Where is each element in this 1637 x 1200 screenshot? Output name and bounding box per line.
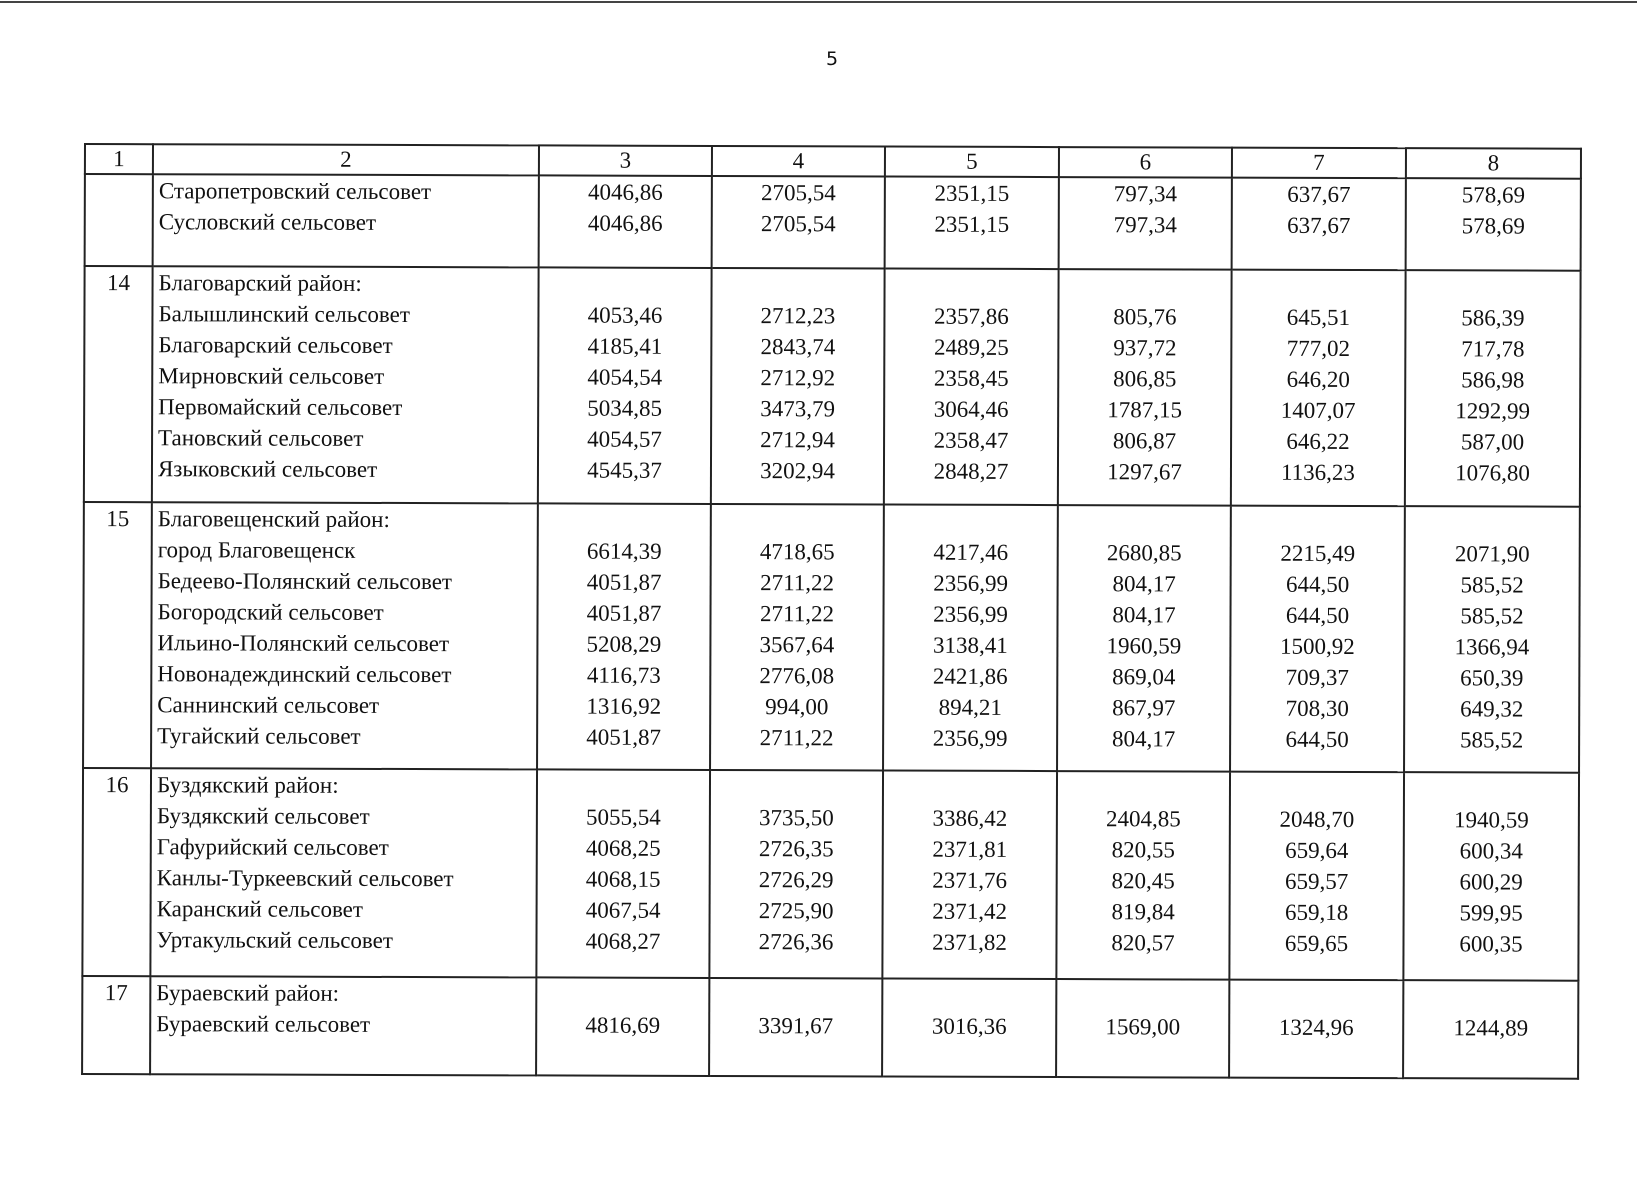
value-c6: 869,04 xyxy=(1112,664,1176,690)
district-title-spacer xyxy=(1405,773,1578,805)
value-c4: 2711,22 xyxy=(760,601,835,627)
settlement-name-cell xyxy=(150,976,536,1075)
value-column-3-cell xyxy=(538,267,712,504)
top-scan-rule xyxy=(0,1,1637,3)
column-header-2: 2 xyxy=(153,144,539,175)
value-c8: 1076,80 xyxy=(1455,460,1530,486)
column-header-6: 6 xyxy=(1059,147,1232,178)
settlement-name: Богородский сельсовет xyxy=(157,599,384,625)
value-c8: 585,52 xyxy=(1460,572,1524,598)
value-c4: 2705,54 xyxy=(760,180,836,206)
value-c5: 2489,25 xyxy=(933,334,1009,360)
settlement-name: Уртакульский сельсовет xyxy=(156,927,393,953)
value-c8: 600,35 xyxy=(1459,931,1523,957)
district-title-spacer xyxy=(713,269,884,301)
settlement-name: Тановский сельсовет xyxy=(158,425,364,451)
value-c5: 4217,46 xyxy=(933,539,1009,565)
value-column-4-cell xyxy=(712,176,885,269)
value-c6: 819,84 xyxy=(1111,899,1175,925)
column-header-5: 5 xyxy=(885,147,1059,178)
district-number xyxy=(86,175,152,206)
value-c7: 1500,92 xyxy=(1280,633,1355,659)
settlement-name: Балышлинский сельсовет xyxy=(158,301,410,328)
district-number-cell xyxy=(85,174,153,266)
value-c5: 2351,15 xyxy=(934,211,1010,237)
value-c3: 4816,69 xyxy=(585,1012,661,1038)
settlement-name: Бураевский сельсовет xyxy=(156,1011,371,1037)
settlement-name: Сусловский сельсовет xyxy=(158,209,377,235)
settlement-name: Канлы-Туркеевский сельсовет xyxy=(156,865,454,892)
value-c4: 2726,36 xyxy=(758,929,834,955)
value-column-3-cell xyxy=(537,503,711,770)
settlement-name-cell xyxy=(151,502,538,769)
value-c3: 5208,29 xyxy=(586,631,662,657)
value-c7: 709,37 xyxy=(1285,664,1349,690)
value-c8: 600,34 xyxy=(1459,838,1523,864)
value-c3: 4051,87 xyxy=(586,569,662,595)
value-c8: 2071,90 xyxy=(1454,541,1530,567)
district-number-cell xyxy=(83,502,152,768)
value-column-8-cell xyxy=(1403,980,1578,1079)
district-title-spacer xyxy=(885,506,1057,538)
value-c7: 646,20 xyxy=(1286,366,1350,392)
settlement-name: Благоварский сельсовет xyxy=(158,332,393,358)
value-c4: 2712,92 xyxy=(760,365,836,391)
value-c8: 586,39 xyxy=(1461,305,1525,331)
district-title-spacer xyxy=(1230,981,1402,1013)
value-c6: 1297,67 xyxy=(1107,459,1182,485)
value-c4: 2726,35 xyxy=(758,836,834,862)
value-c6: 806,85 xyxy=(1113,366,1177,392)
value-c7: 644,50 xyxy=(1285,726,1349,752)
district-title-spacer xyxy=(1404,981,1577,1013)
value-c3: 4054,54 xyxy=(587,364,663,390)
value-column-3-cell xyxy=(539,175,712,268)
district-title-spacer xyxy=(537,978,708,1010)
value-c5: 2356,99 xyxy=(932,725,1008,751)
value-column-7-cell xyxy=(1229,980,1403,1079)
value-c5: 2848,27 xyxy=(933,458,1009,484)
value-c3: 4051,87 xyxy=(586,724,662,750)
settlement-name: Ильино-Полянский сельсовет xyxy=(157,630,450,657)
value-c5: 3138,41 xyxy=(933,632,1008,658)
value-column-5-cell xyxy=(885,177,1059,270)
district-title-spacer xyxy=(540,268,711,300)
value-c8: 585,52 xyxy=(1460,603,1524,629)
value-c7: 659,18 xyxy=(1284,899,1349,925)
value-c4: 2711,22 xyxy=(760,570,835,596)
value-c3: 4545,37 xyxy=(587,457,662,483)
value-c4: 2725,90 xyxy=(758,898,834,924)
value-c6: 804,17 xyxy=(1112,571,1176,597)
district-title-spacer xyxy=(711,771,882,803)
value-c6: 937,72 xyxy=(1113,335,1177,361)
value-c6: 1960,59 xyxy=(1106,633,1182,659)
value-c3: 4067,54 xyxy=(585,897,661,923)
district-title-spacer xyxy=(1060,270,1231,302)
value-c4: 994,00 xyxy=(765,694,829,720)
district-title: Бураевский район: xyxy=(156,980,340,1006)
district-group-row xyxy=(83,502,1580,773)
value-c4: 2712,94 xyxy=(760,427,835,453)
value-c6: 804,17 xyxy=(1111,726,1176,752)
settlement-name: Бедеево-Полянский сельсовет xyxy=(157,568,453,595)
value-c6: 2680,85 xyxy=(1106,540,1182,566)
value-c7: 659,64 xyxy=(1285,837,1349,863)
district-title: Благовещенский район: xyxy=(157,506,390,532)
value-c3: 5034,85 xyxy=(587,395,663,421)
settlement-name: Каранский сельсовет xyxy=(156,896,364,922)
value-c4: 4718,65 xyxy=(759,539,835,565)
value-c3: 4046,86 xyxy=(587,210,663,236)
district-title-spacer xyxy=(1233,271,1405,303)
value-c3: 6614,39 xyxy=(586,538,662,564)
value-c6: 804,17 xyxy=(1112,602,1176,628)
district-number-cell xyxy=(82,976,150,1074)
value-column-7-cell xyxy=(1229,772,1404,981)
value-c4: 2705,54 xyxy=(760,211,836,237)
settlement-name: Языковский сельсовет xyxy=(157,456,378,482)
value-column-4-cell xyxy=(709,978,882,1077)
value-c7: 1324,96 xyxy=(1278,1014,1354,1040)
value-column-7-cell xyxy=(1231,270,1406,507)
value-c8: 585,52 xyxy=(1459,727,1524,753)
value-c5: 2357,86 xyxy=(934,303,1009,329)
district-title-spacer xyxy=(539,504,710,536)
value-c4: 3473,79 xyxy=(760,396,836,422)
column-number-header-row xyxy=(85,144,1581,179)
value-c3: 4053,46 xyxy=(587,302,663,328)
value-column-3-cell xyxy=(536,977,709,1076)
value-c3: 1316,92 xyxy=(586,693,662,719)
value-column-8-cell xyxy=(1404,506,1580,773)
district-number-cell xyxy=(82,768,151,976)
district-title-spacer xyxy=(710,979,881,1011)
value-c6: 820,45 xyxy=(1111,868,1175,894)
district-number: 14 xyxy=(107,270,131,296)
district-group-row xyxy=(82,976,1578,1079)
value-column-5-cell xyxy=(884,269,1059,506)
tariff-table xyxy=(81,143,1582,1080)
district-group-row xyxy=(82,768,1579,981)
district-title-spacer xyxy=(1407,271,1580,303)
value-c5: 2371,82 xyxy=(932,929,1007,955)
value-c3: 4185,41 xyxy=(587,333,663,359)
settlement-name: Первомайский сельсовет xyxy=(158,394,403,421)
value-column-5-cell xyxy=(882,979,1056,1078)
district-number: 17 xyxy=(104,980,128,1006)
value-column-5-cell xyxy=(882,771,1057,980)
value-c5: 3064,46 xyxy=(933,396,1009,422)
value-column-4-cell xyxy=(711,268,885,505)
value-c3: 4054,57 xyxy=(587,426,662,452)
value-c8: 1244,89 xyxy=(1453,1015,1529,1041)
district-title-spacer xyxy=(1057,980,1228,1012)
column-header-7: 7 xyxy=(1232,148,1406,179)
value-column-6-cell xyxy=(1057,505,1231,772)
district-title: Буздякский район: xyxy=(156,772,339,798)
value-c6: 797,34 xyxy=(1113,212,1177,238)
value-c7: 2048,70 xyxy=(1279,806,1355,832)
value-c3: 4046,86 xyxy=(587,179,663,205)
district-number: 16 xyxy=(105,772,129,798)
value-c8: 587,00 xyxy=(1460,429,1525,455)
column-header-1: 1 xyxy=(85,144,153,174)
value-c7: 659,57 xyxy=(1285,868,1349,894)
district-title-spacer xyxy=(1406,507,1579,539)
settlement-name-cell xyxy=(152,266,539,503)
value-c5: 2371,76 xyxy=(932,867,1008,893)
value-c4: 3735,50 xyxy=(758,805,834,831)
value-c7: 777,02 xyxy=(1286,335,1351,361)
settlement-name: Новонадеждинский сельсовет xyxy=(157,661,452,688)
settlement-name: Буздякский сельсовет xyxy=(156,803,370,829)
value-c8: 649,32 xyxy=(1460,696,1524,722)
value-c7: 646,22 xyxy=(1286,428,1350,454)
value-c5: 3386,42 xyxy=(932,805,1008,831)
value-column-8-cell xyxy=(1405,270,1581,507)
value-column-7-cell xyxy=(1232,178,1406,271)
settlement-name: Тугайский сельсовет xyxy=(157,723,361,749)
column-header-3: 3 xyxy=(539,145,712,176)
value-c6: 797,34 xyxy=(1113,181,1178,207)
value-c6: 805,76 xyxy=(1113,304,1177,330)
value-column-8-cell xyxy=(1406,178,1581,271)
value-c7: 659,65 xyxy=(1284,930,1349,956)
value-c8: 578,69 xyxy=(1461,182,1526,208)
value-c6: 806,87 xyxy=(1112,428,1177,454)
value-c7: 644,50 xyxy=(1285,571,1350,597)
district-number: 15 xyxy=(106,506,130,532)
column-header-4: 4 xyxy=(712,146,885,177)
district-number-cell xyxy=(84,266,153,502)
value-c3: 4068,27 xyxy=(585,928,661,954)
value-c5: 3016,36 xyxy=(931,1013,1007,1039)
settlement-name: Саннинский сельсовет xyxy=(157,692,380,718)
value-c4: 2712,23 xyxy=(760,303,836,329)
value-c8: 1366,94 xyxy=(1454,634,1530,660)
settlement-name: Гафурийский сельсовет xyxy=(156,834,389,860)
value-c4: 2711,22 xyxy=(759,725,834,751)
value-c3: 4116,73 xyxy=(586,662,661,688)
value-column-6-cell xyxy=(1058,269,1232,506)
value-column-3-cell xyxy=(536,769,710,978)
value-column-5-cell xyxy=(883,505,1058,772)
value-c5: 2356,99 xyxy=(933,570,1009,596)
value-column-4-cell xyxy=(709,770,883,979)
district-title-spacer xyxy=(886,270,1058,302)
settlement-name: город Благовещенск xyxy=(157,537,356,563)
value-c7: 708,30 xyxy=(1285,695,1349,721)
value-c7: 1136,23 xyxy=(1280,459,1355,485)
column-header-8: 8 xyxy=(1406,148,1581,179)
value-c5: 2358,47 xyxy=(933,427,1009,453)
value-c6: 820,57 xyxy=(1111,930,1175,956)
value-c5: 2371,81 xyxy=(932,836,1008,862)
value-column-6-cell xyxy=(1056,771,1230,980)
value-c3: 5055,54 xyxy=(585,804,661,830)
district-title-spacer xyxy=(712,505,883,537)
value-column-8-cell xyxy=(1403,772,1579,981)
district-group-row xyxy=(85,174,1581,271)
value-c5: 894,21 xyxy=(938,694,1002,720)
value-c5: 2356,99 xyxy=(933,601,1008,627)
value-c8: 578,69 xyxy=(1461,213,1525,239)
value-c8: 1292,99 xyxy=(1455,398,1531,424)
value-c6: 1787,15 xyxy=(1107,397,1183,423)
value-c8: 599,95 xyxy=(1459,900,1523,926)
value-c5: 2421,86 xyxy=(932,663,1008,689)
value-c5: 2358,45 xyxy=(933,365,1009,391)
district-title-spacer xyxy=(1059,506,1230,538)
value-c4: 3567,64 xyxy=(759,632,835,658)
district-title: Благоварский район: xyxy=(158,270,362,296)
settlement-name-cell xyxy=(153,174,539,267)
value-c3: 4051,87 xyxy=(586,600,662,626)
district-title-spacer xyxy=(884,772,1056,804)
value-c5: 2371,42 xyxy=(932,898,1008,924)
district-title-spacer xyxy=(1232,507,1404,539)
value-c8: 600,29 xyxy=(1459,869,1523,895)
value-c4: 2843,74 xyxy=(760,334,836,360)
value-c6: 2404,85 xyxy=(1105,806,1181,832)
district-title-spacer xyxy=(1058,772,1229,804)
settlement-name: Мирновский сельсовет xyxy=(158,363,385,389)
district-title-spacer xyxy=(538,770,709,802)
value-c4: 2726,29 xyxy=(758,867,834,893)
district-title-spacer xyxy=(1231,773,1403,805)
value-c3: 4068,25 xyxy=(585,835,661,861)
value-c7: 645,51 xyxy=(1286,304,1351,330)
value-column-7-cell xyxy=(1230,506,1405,773)
value-c6: 867,97 xyxy=(1112,695,1176,721)
district-group-row xyxy=(84,266,1581,507)
page-number: 5 xyxy=(825,48,839,70)
value-c8: 586,98 xyxy=(1461,367,1525,393)
value-c7: 1407,07 xyxy=(1280,397,1356,423)
value-c4: 2776,08 xyxy=(759,663,835,689)
value-c4: 3202,94 xyxy=(760,458,835,484)
value-c6: 1569,00 xyxy=(1105,1014,1181,1040)
value-c7: 637,67 xyxy=(1287,181,1351,207)
value-c6: 820,55 xyxy=(1111,837,1175,863)
value-column-4-cell xyxy=(710,504,884,771)
value-c8: 650,39 xyxy=(1460,665,1524,691)
value-c4: 3391,67 xyxy=(758,1013,834,1039)
settlement-name-cell xyxy=(150,768,537,977)
value-c7: 644,50 xyxy=(1285,602,1350,628)
value-c3: 4068,15 xyxy=(585,866,661,892)
value-c7: 2215,49 xyxy=(1280,540,1356,566)
value-c8: 1940,59 xyxy=(1453,807,1529,833)
district-title-spacer xyxy=(883,980,1055,1012)
value-c8: 717,78 xyxy=(1461,336,1525,362)
value-c5: 2351,15 xyxy=(934,180,1010,206)
value-column-6-cell xyxy=(1056,979,1229,1078)
settlement-name: Старопетровский сельсовет xyxy=(158,178,432,205)
value-c7: 637,67 xyxy=(1287,212,1351,238)
value-column-6-cell xyxy=(1059,177,1232,270)
